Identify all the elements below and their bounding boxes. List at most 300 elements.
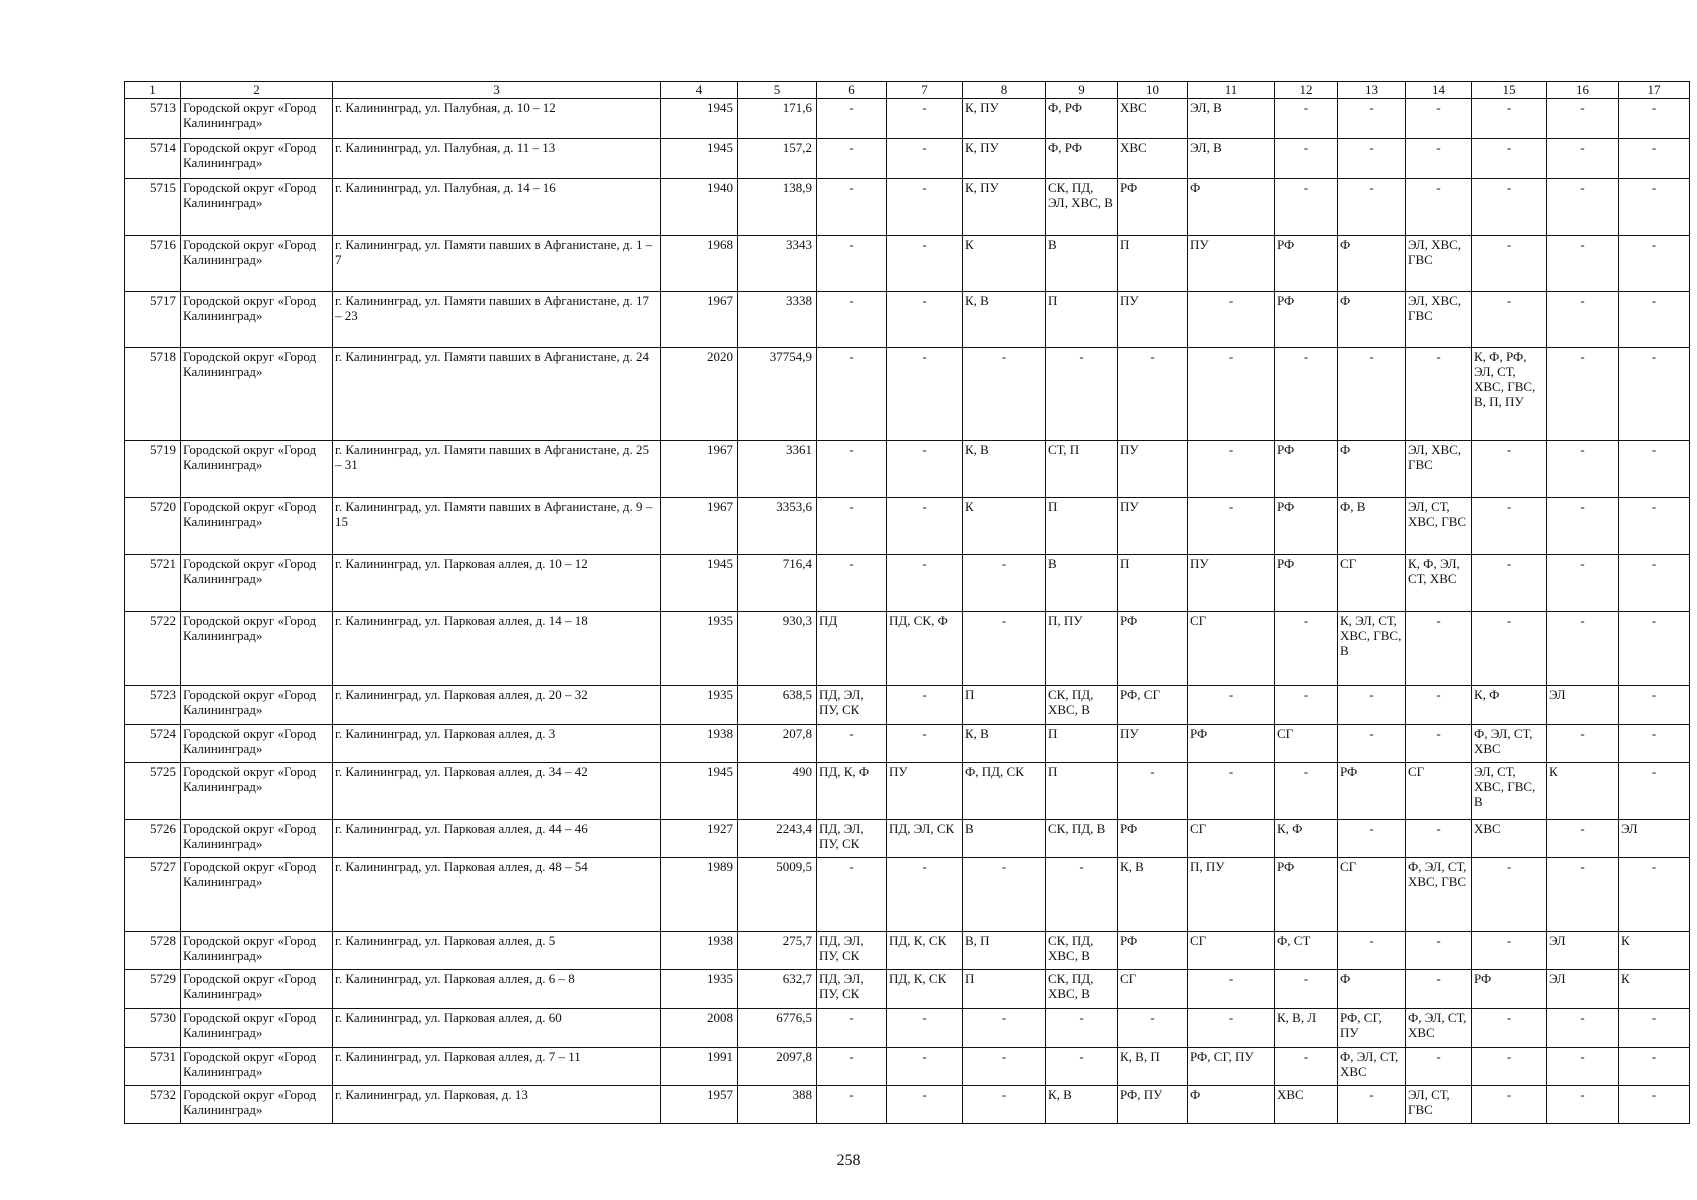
table-cell: - (887, 236, 963, 292)
table-row (125, 292, 1690, 348)
table-cell: - (963, 1048, 1046, 1086)
table-cell: Ф, ПД, СК (963, 763, 1046, 820)
table-cell: Городской округ «Город Калининград» (181, 179, 333, 236)
table-cell: - (1188, 498, 1275, 555)
table-cell: СК, ПД, ХВС, В (1046, 970, 1118, 1009)
table-cell: 5715 (125, 179, 181, 236)
table-row (125, 99, 1690, 139)
table-cell: ПУ (1188, 555, 1275, 612)
data-table (124, 81, 1690, 1124)
table-cell: 5731 (125, 1048, 181, 1086)
table-cell: 1968 (661, 236, 738, 292)
table-cell: К, Ф, ЭЛ, СТ, ХВС (1406, 555, 1472, 612)
table-cell: г. Калининград, ул. Парковая аллея, д. 14 – 18 (333, 612, 661, 686)
table-cell: - (887, 348, 963, 441)
table-cell: - (1118, 763, 1188, 820)
table-cell: - (1472, 498, 1547, 555)
table-cell: - (1338, 725, 1406, 763)
table-cell: 1967 (661, 292, 738, 348)
table-row (125, 686, 1690, 725)
table-cell: - (817, 1086, 887, 1124)
table-cell: - (1619, 139, 1690, 179)
column-header: 13 (1338, 82, 1406, 99)
table-cell: - (1188, 348, 1275, 441)
table-cell: ЭЛ, ХВС, ГВС (1406, 236, 1472, 292)
table-cell: К (963, 236, 1046, 292)
table-cell: К, Ф (1275, 820, 1338, 858)
table-cell: К, В (963, 441, 1046, 498)
table-cell: Ф, ЭЛ, СТ, ХВС (1472, 725, 1547, 763)
table-cell: 716,4 (738, 555, 817, 612)
table-cell: К, В (963, 725, 1046, 763)
table-cell: Ф, ЭЛ, СТ, ХВС (1338, 1048, 1406, 1086)
table-cell: К, ПУ (963, 99, 1046, 139)
table-cell: 930,3 (738, 612, 817, 686)
table-cell: 5723 (125, 686, 181, 725)
table-cell: - (817, 441, 887, 498)
table-cell: - (1275, 99, 1338, 139)
table-cell: 275,7 (738, 932, 817, 970)
table-cell: - (1275, 612, 1338, 686)
table-cell: 1967 (661, 498, 738, 555)
table-cell: г. Калининград, ул. Парковая аллея, д. 34 – 42 (333, 763, 661, 820)
table-cell: г. Калининград, ул. Парковая аллея, д. 20 – 32 (333, 686, 661, 725)
table-cell: Ф (1338, 970, 1406, 1009)
table-cell: Городской округ «Город Калининград» (181, 292, 333, 348)
table-cell: - (1338, 932, 1406, 970)
table-cell: Городской округ «Город Калининград» (181, 686, 333, 725)
table-cell: К, ЭЛ, СТ, ХВС, ГВС, В (1338, 612, 1406, 686)
table-cell: К, Ф, РФ, ЭЛ, СТ, ХВС, ГВС, В, П, ПУ (1472, 348, 1547, 441)
table-cell: 3343 (738, 236, 817, 292)
table-cell: ПД, К, Ф (817, 763, 887, 820)
table-cell: РФ (1188, 725, 1275, 763)
table-cell: - (887, 498, 963, 555)
table-cell: СГ (1275, 725, 1338, 763)
table-cell: 5729 (125, 970, 181, 1009)
table-cell: Городской округ «Город Калининград» (181, 858, 333, 932)
table-cell: - (817, 292, 887, 348)
table-cell: - (1472, 179, 1547, 236)
table-cell: 1938 (661, 725, 738, 763)
table-cell: СГ (1406, 763, 1472, 820)
table-cell: - (963, 1086, 1046, 1124)
table-cell: ПД, ЭЛ, ПУ, СК (817, 932, 887, 970)
table-cell: - (1547, 820, 1619, 858)
table-cell: Городской округ «Город Калининград» (181, 498, 333, 555)
table-cell: П (1118, 555, 1188, 612)
table-cell: - (1619, 763, 1690, 820)
table-cell: - (1406, 612, 1472, 686)
table-cell: В, П (963, 932, 1046, 970)
table-cell: Ф (1188, 179, 1275, 236)
table-cell: Городской округ «Город Калининград» (181, 1086, 333, 1124)
table-cell: - (1547, 441, 1619, 498)
table-cell: 3338 (738, 292, 817, 348)
table-cell: - (1338, 179, 1406, 236)
table-cell: ПД (817, 612, 887, 686)
table-cell: Городской округ «Город Калининград» (181, 763, 333, 820)
table-cell: - (1188, 970, 1275, 1009)
table-cell: - (1547, 1048, 1619, 1086)
table-cell: - (1275, 348, 1338, 441)
table-cell: Ф, ЭЛ, СТ, ХВС, ГВС (1406, 858, 1472, 932)
table-cell: 638,5 (738, 686, 817, 725)
table-cell: В (963, 820, 1046, 858)
table-cell: 5722 (125, 612, 181, 686)
table-cell: - (817, 858, 887, 932)
table-cell: П (963, 686, 1046, 725)
table-cell: ПД, К, СК (887, 970, 963, 1009)
table-cell: 6776,5 (738, 1009, 817, 1048)
table-row (125, 555, 1690, 612)
table-cell: - (1406, 932, 1472, 970)
table-cell: - (817, 139, 887, 179)
table-cell: - (1619, 1086, 1690, 1124)
column-header: 3 (333, 82, 661, 99)
table-cell: 1938 (661, 932, 738, 970)
table-cell: - (1046, 348, 1118, 441)
table-cell: - (1275, 179, 1338, 236)
table-cell: 632,7 (738, 970, 817, 1009)
column-header: 15 (1472, 82, 1547, 99)
table-cell: К (1547, 763, 1619, 820)
table-cell: ПД, СК, Ф (887, 612, 963, 686)
table-cell: СК, ПД, ХВС, В (1046, 686, 1118, 725)
column-header: 5 (738, 82, 817, 99)
column-header: 8 (963, 82, 1046, 99)
table-cell: - (817, 99, 887, 139)
table-cell: СТ, П (1046, 441, 1118, 498)
table-cell: г. Калининград, ул. Палубная, д. 10 – 12 (333, 99, 661, 139)
column-header: 4 (661, 82, 738, 99)
table-cell: ЭЛ, В (1188, 99, 1275, 139)
table-cell: В (1046, 236, 1118, 292)
table-cell: П (1046, 292, 1118, 348)
table-cell: СК, ПД, В (1046, 820, 1118, 858)
table-cell: - (1619, 555, 1690, 612)
table-cell: ЭЛ (1547, 686, 1619, 725)
table-cell: - (1472, 1009, 1547, 1048)
column-header: 14 (1406, 82, 1472, 99)
table-cell: ПД, ЭЛ, ПУ, СК (817, 686, 887, 725)
table-cell: П, ПУ (1188, 858, 1275, 932)
table-cell: РФ (1275, 498, 1338, 555)
table-cell: - (887, 139, 963, 179)
table-cell: - (1406, 970, 1472, 1009)
table-cell: - (1275, 686, 1338, 725)
table-cell: СГ (1188, 932, 1275, 970)
table-cell: РФ (1275, 236, 1338, 292)
table-cell: - (887, 1048, 963, 1086)
table-cell: - (1406, 686, 1472, 725)
table-cell: РФ, СГ, ПУ (1188, 1048, 1275, 1086)
table-cell: СГ (1338, 555, 1406, 612)
table-cell: ПД, ЭЛ, ПУ, СК (817, 820, 887, 858)
table-cell: Ф, В (1338, 498, 1406, 555)
table-cell: Ф (1338, 292, 1406, 348)
table-cell: 5009,5 (738, 858, 817, 932)
table-cell: г. Калининград, ул. Парковая аллея, д. 48 – 54 (333, 858, 661, 932)
table-cell: К (963, 498, 1046, 555)
column-header: 11 (1188, 82, 1275, 99)
table-cell: К, ПУ (963, 139, 1046, 179)
table-cell: 5716 (125, 236, 181, 292)
table-cell: - (1472, 99, 1547, 139)
table-cell: ЭЛ, В (1188, 139, 1275, 179)
table-cell: ХВС (1472, 820, 1547, 858)
table-cell: - (1406, 99, 1472, 139)
table-cell: - (963, 612, 1046, 686)
table-cell: - (1188, 441, 1275, 498)
table-body (125, 99, 1690, 1124)
table-cell: - (1547, 1009, 1619, 1048)
table-cell: - (817, 348, 887, 441)
table-cell: г. Калининград, ул. Парковая аллея, д. 5 (333, 932, 661, 970)
table-cell: Ф (1338, 236, 1406, 292)
table-cell: - (1188, 763, 1275, 820)
table-cell: РФ (1118, 820, 1188, 858)
table-row (125, 348, 1690, 441)
table-cell: П (1046, 498, 1118, 555)
table-row (125, 1086, 1690, 1124)
table-cell: г. Калининград, ул. Памяти павших в Афганистане, д. 24 (333, 348, 661, 441)
table-cell: - (887, 292, 963, 348)
table-cell: П, ПУ (1046, 612, 1118, 686)
table-cell: 1957 (661, 1086, 738, 1124)
table-cell: - (1619, 441, 1690, 498)
table-cell: 157,2 (738, 139, 817, 179)
table-cell: ЭЛ (1619, 820, 1690, 858)
table-cell: 5727 (125, 858, 181, 932)
table-cell: ПУ (1118, 441, 1188, 498)
table-cell: - (887, 686, 963, 725)
table-cell: 5717 (125, 292, 181, 348)
table-cell: - (1619, 686, 1690, 725)
table-cell: - (1619, 612, 1690, 686)
column-header: 6 (817, 82, 887, 99)
table-cell: - (1547, 348, 1619, 441)
table-cell: - (817, 1009, 887, 1048)
table-cell: ЭЛ (1547, 932, 1619, 970)
table-cell: К, В, Л (1275, 1009, 1338, 1048)
table-cell: СГ (1118, 970, 1188, 1009)
table-cell: 2008 (661, 1009, 738, 1048)
table-cell: К (1619, 932, 1690, 970)
table-cell: - (1619, 292, 1690, 348)
table-cell: ПУ (887, 763, 963, 820)
table-cell: - (1472, 932, 1547, 970)
table-cell: - (1118, 1009, 1188, 1048)
table-cell: - (887, 441, 963, 498)
table-cell: 1945 (661, 763, 738, 820)
table-row (125, 970, 1690, 1009)
table-cell: - (1472, 858, 1547, 932)
table-cell: 5719 (125, 441, 181, 498)
table-cell: 5728 (125, 932, 181, 970)
table-cell: 1945 (661, 139, 738, 179)
table-cell: - (817, 498, 887, 555)
table-cell: 388 (738, 1086, 817, 1124)
table-cell: 1945 (661, 99, 738, 139)
table-cell: Городской округ «Город Калининград» (181, 1048, 333, 1086)
table-cell: 5726 (125, 820, 181, 858)
table-cell: - (1547, 612, 1619, 686)
table-cell: Ф (1188, 1086, 1275, 1124)
table-cell: - (1619, 858, 1690, 932)
table-cell: 2097,8 (738, 1048, 817, 1086)
table-cell: 1989 (661, 858, 738, 932)
table-cell: 3353,6 (738, 498, 817, 555)
table-cell: ЭЛ, СТ, ГВС (1406, 1086, 1472, 1124)
table-cell: - (1472, 139, 1547, 179)
table-cell: - (1046, 1048, 1118, 1086)
table-cell: г. Калининград, ул. Памяти павших в Афганистане, д. 25 – 31 (333, 441, 661, 498)
column-header: 7 (887, 82, 963, 99)
table-cell: П (1046, 763, 1118, 820)
table-cell: ПУ (1188, 236, 1275, 292)
table-cell: - (1547, 99, 1619, 139)
column-header: 16 (1547, 82, 1619, 99)
table-cell: г. Калининград, ул. Парковая аллея, д. 6 – 8 (333, 970, 661, 1009)
table-cell: - (1338, 686, 1406, 725)
table-cell: 1935 (661, 686, 738, 725)
table-cell: 1935 (661, 612, 738, 686)
table-cell: - (1472, 612, 1547, 686)
table-cell: 207,8 (738, 725, 817, 763)
table-cell: - (1472, 555, 1547, 612)
table-cell: - (1619, 725, 1690, 763)
table-cell: - (817, 236, 887, 292)
table-row (125, 612, 1690, 686)
table-cell: Городской округ «Город Калининград» (181, 820, 333, 858)
table-cell: 1991 (661, 1048, 738, 1086)
table-cell: РФ (1275, 292, 1338, 348)
table-cell: - (1547, 858, 1619, 932)
table-cell: - (1547, 292, 1619, 348)
table-cell: ПД, К, СК (887, 932, 963, 970)
table-cell: ХВС (1275, 1086, 1338, 1124)
table-cell: - (817, 555, 887, 612)
table-cell: - (887, 179, 963, 236)
table-cell: Городской округ «Город Калининград» (181, 348, 333, 441)
table-cell: - (1547, 236, 1619, 292)
table-cell: 2243,4 (738, 820, 817, 858)
table-cell: - (887, 858, 963, 932)
column-header: 9 (1046, 82, 1118, 99)
table-cell: г. Калининград, ул. Парковая аллея, д. 7 – 11 (333, 1048, 661, 1086)
table-cell: РФ (1275, 441, 1338, 498)
table-cell: РФ (1118, 612, 1188, 686)
table-cell: ЭЛ (1547, 970, 1619, 1009)
table-cell: г. Калининград, ул. Парковая, д. 13 (333, 1086, 661, 1124)
table-cell: - (963, 1009, 1046, 1048)
table-cell: К, В (1118, 858, 1188, 932)
table-cell: ЭЛ, ХВС, ГВС (1406, 292, 1472, 348)
table-cell: 5732 (125, 1086, 181, 1124)
column-header: 2 (181, 82, 333, 99)
table-cell: - (1472, 1048, 1547, 1086)
column-header: 17 (1619, 82, 1690, 99)
table-cell: г. Калининград, ул. Памяти павших в Афганистане, д. 9 – 15 (333, 498, 661, 555)
table-cell: СГ (1188, 612, 1275, 686)
table-cell: - (1275, 139, 1338, 179)
table-cell: - (1547, 179, 1619, 236)
table-cell: 5725 (125, 763, 181, 820)
table-cell: Ф (1338, 441, 1406, 498)
table-cell: Городской округ «Город Калининград» (181, 1009, 333, 1048)
table-cell: - (817, 179, 887, 236)
table-cell: - (1188, 1009, 1275, 1048)
table-cell: - (817, 1048, 887, 1086)
table-cell: СГ (1188, 820, 1275, 858)
table-cell: Ф, РФ (1046, 139, 1118, 179)
column-header: 12 (1275, 82, 1338, 99)
table-cell: ЭЛ, СТ, ХВС, ГВС (1406, 498, 1472, 555)
table-cell: Городской округ «Город Калининград» (181, 725, 333, 763)
table-cell: - (1338, 99, 1406, 139)
table-cell: г. Калининград, ул. Памяти павших в Афганистане, д. 17 – 23 (333, 292, 661, 348)
header-row (125, 82, 1690, 99)
table-row (125, 498, 1690, 555)
table-cell: - (1188, 292, 1275, 348)
table-cell: СК, ПД, ЭЛ, ХВС, В (1046, 179, 1118, 236)
table-cell: 1945 (661, 555, 738, 612)
table-cell: - (1338, 820, 1406, 858)
table-cell: 5721 (125, 555, 181, 612)
table-cell: 5720 (125, 498, 181, 555)
table-row (125, 763, 1690, 820)
table-cell: г. Калининград, ул. Парковая аллея, д. 3 (333, 725, 661, 763)
table-cell: - (1619, 348, 1690, 441)
table-cell: - (887, 555, 963, 612)
table-cell: - (1275, 970, 1338, 1009)
table-header (125, 82, 1690, 99)
table-cell: Городской округ «Город Калининград» (181, 99, 333, 139)
table-cell: 37754,9 (738, 348, 817, 441)
table-cell: г. Калининград, ул. Памяти павших в Афганистане, д. 1 – 7 (333, 236, 661, 292)
table-cell: - (1619, 1048, 1690, 1086)
table-cell: - (1338, 348, 1406, 441)
table-cell: РФ, СГ (1118, 686, 1188, 725)
table-cell: - (1472, 441, 1547, 498)
table-cell: 1940 (661, 179, 738, 236)
table-row (125, 236, 1690, 292)
table-cell: ХВС (1118, 139, 1188, 179)
table-cell: - (1472, 1086, 1547, 1124)
table-cell: - (963, 858, 1046, 932)
table-cell: - (1619, 236, 1690, 292)
table-cell: 2020 (661, 348, 738, 441)
table-cell: ПУ (1118, 498, 1188, 555)
table-cell: г. Калининград, ул. Палубная, д. 14 – 16 (333, 179, 661, 236)
table-cell: Ф, СТ (1275, 932, 1338, 970)
table-cell: Городской округ «Город Калининград» (181, 932, 333, 970)
table-cell: - (1547, 1086, 1619, 1124)
table-cell: Городской округ «Город Калининград» (181, 441, 333, 498)
table-cell: РФ (1275, 555, 1338, 612)
table-cell: П (963, 970, 1046, 1009)
table-cell: РФ (1338, 763, 1406, 820)
table-cell: - (887, 725, 963, 763)
table-cell: К, ПУ (963, 179, 1046, 236)
table-cell: 1967 (661, 441, 738, 498)
table-cell: г. Калининград, ул. Парковая аллея, д. 60 (333, 1009, 661, 1048)
table-cell: 5714 (125, 139, 181, 179)
table-row (125, 1009, 1690, 1048)
table-row (125, 820, 1690, 858)
table-cell: - (1547, 725, 1619, 763)
